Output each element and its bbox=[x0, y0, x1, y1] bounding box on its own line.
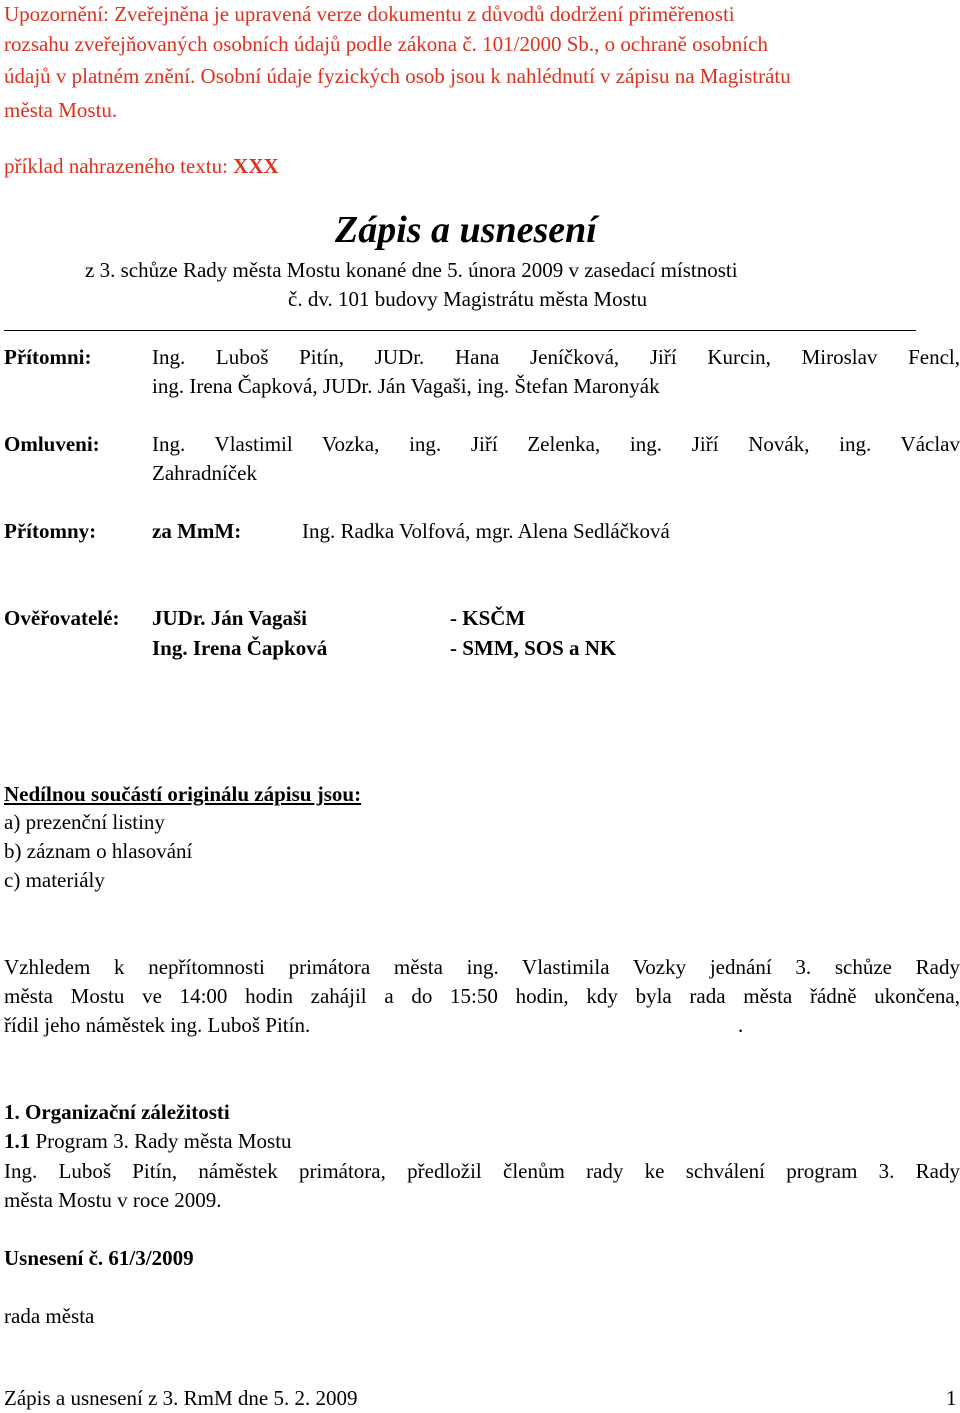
present-label: Přítomni: bbox=[4, 345, 92, 369]
example-label: příklad nahrazeného textu: bbox=[4, 154, 228, 178]
subsection-number: 1.1 bbox=[4, 1129, 31, 1153]
excused-names-line-1: Ing. Vlastimil Vozka, ing. Jiří Zelenka, ing. Jiří Novák, ing. Václav bbox=[152, 432, 960, 456]
verifier-name: Ing. Irena Čapková bbox=[152, 636, 328, 660]
verifier-party: - SMM, SOS a NK bbox=[450, 636, 617, 660]
notice-line-2: rozsahu zveřejňovaných osobních údajů podle zákona č. 101/2000 Sb., o ochraně osobních bbox=[4, 32, 768, 56]
intro-line-2: města Mostu ve 14:00 hodin zahájil a do 15:50 hodin, kdy byla rada města řádně ukončena, bbox=[4, 984, 960, 1008]
present2-label: Přítomny: bbox=[4, 519, 97, 543]
page-title: Zápis a usnesení bbox=[335, 209, 597, 251]
header-divider bbox=[4, 330, 916, 331]
present2-sub-label: za MmM: bbox=[152, 519, 242, 543]
intro-line-1: Vzhledem k nepřítomnosti primátora města ing. Vlastimila Vozky jednání 3. schůze Rady bbox=[4, 955, 960, 979]
section-body-line-1: Ing. Luboš Pitín, náměstek primátora, předložil členům rady ke schválení program 3. Rady bbox=[4, 1159, 960, 1183]
verifier-party: - KSČM bbox=[450, 606, 526, 630]
subsection-title: Program 3. Rady města Mostu bbox=[30, 1129, 292, 1153]
present-names-line-1: Ing. Luboš Pitín, JUDr. Hana Jeníčková, Jiří Kurcin, Miroslav Fencl, bbox=[152, 345, 960, 369]
verifier-name: JUDr. Ján Vagaši bbox=[152, 606, 308, 630]
section-body-line-2: města Mostu v roce 2009. bbox=[4, 1188, 222, 1212]
present2-names: Ing. Radka Volfová, mgr. Alena Sedláčková bbox=[302, 519, 670, 543]
example-note bbox=[4, 152, 279, 181]
attachment-item: a) prezenční listiny bbox=[4, 810, 165, 834]
attachment-item: b) záznam o hlasování bbox=[4, 839, 193, 863]
notice-line-4: města Mostu. bbox=[4, 98, 118, 122]
footer-text: Zápis a usnesení z 3. RmM dne 5. 2. 2009 bbox=[4, 1386, 358, 1410]
attachment-item: c) materiály bbox=[4, 868, 105, 892]
verifiers-label: Ověřovatelé: bbox=[4, 606, 120, 630]
notice-line-3: údajů v platném znění. Osobní údaje fyzických osob jsou k nahlédnutí v zápisu na Magistrátu bbox=[4, 64, 791, 88]
notice-line-1: Upozornění: Zveřejněna je upravená verze dokumentu z důvodů dodržení přiměřenosti bbox=[4, 2, 735, 26]
present-names-line-2: ing. Irena Čapková, JUDr. Ján Vagaši, ing. Štefan Maronyák bbox=[152, 374, 660, 398]
subtitle-line-1: z 3. schůze Rady města Mostu konané dne 5. února 2009 v zasedací místnosti bbox=[85, 258, 738, 282]
council-label: rada města bbox=[4, 1304, 95, 1328]
excused-label: Omluveni: bbox=[4, 432, 100, 456]
attachments-heading: Nedílnou součástí originálu zápisu jsou: bbox=[4, 782, 362, 806]
subsection-heading bbox=[4, 1127, 292, 1156]
resolution-number: Usnesení č. 61/3/2009 bbox=[4, 1246, 194, 1270]
intro-trailing-dot: . bbox=[738, 1013, 744, 1037]
page-number: 1 bbox=[946, 1386, 957, 1410]
subtitle-line-2: č. dv. 101 budovy Magistrátu města Mostu bbox=[288, 287, 648, 311]
intro-line-3: řídil jeho náměstek ing. Luboš Pitín. bbox=[4, 1013, 311, 1037]
example-value: XXX bbox=[233, 154, 279, 178]
excused-names-line-2: Zahradníček bbox=[152, 461, 257, 485]
section-heading: 1. Organizační záležitosti bbox=[4, 1100, 230, 1124]
